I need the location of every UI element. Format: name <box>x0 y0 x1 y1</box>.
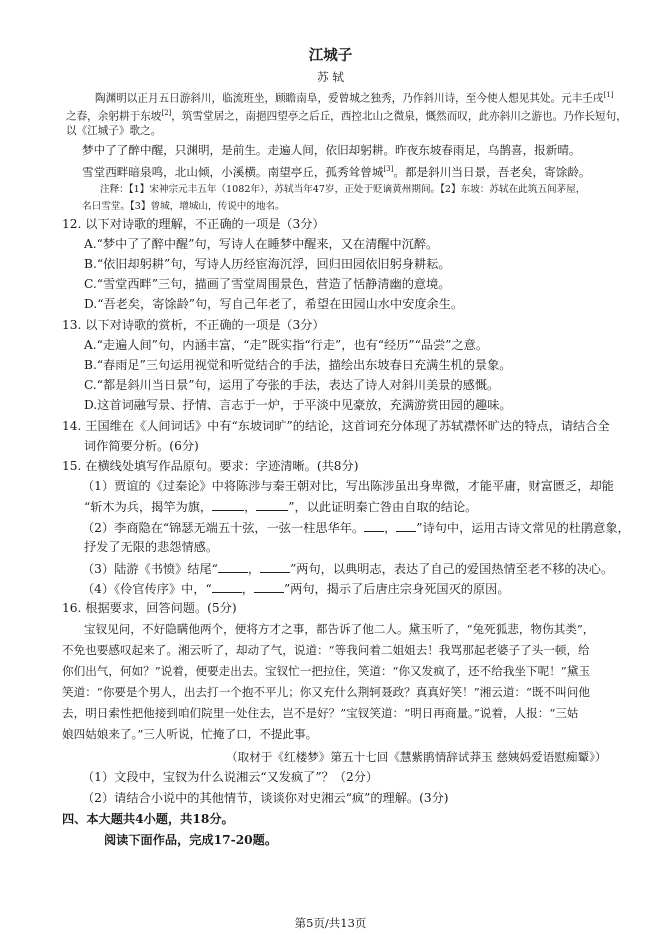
passage-line-1: 宝钗见问，不好隐瞒他两个，便将方才之事，都告诉了他二人。黛玉听了，“兔死狐悲，物伤其类”， <box>84 622 595 636</box>
preface-line-1: 陶渊明以正月五日游斜川，临流班坐，顾瞻南阜，爱曾城之独秀，乃作斜川诗，至今使人想见其处。元丰壬戌[1] <box>95 91 614 105</box>
blank <box>212 581 242 593</box>
question-14-cont: 词作简要分析。(6分) <box>84 439 199 453</box>
passage-line-6: 娘四姑娘来了。”三人听说，忙掩了口，不提此事。 <box>62 727 318 741</box>
preface-line-2: 之春，余躬耕于东坡[2]，筑雪堂居之，南挹四望亭之后丘，西控北山之微泉，慨然而叹，此亦斜川之游也。乃作长短句， <box>66 109 627 123</box>
q12-option-a: A.“梦中了了醉中醒”句，写诗人在睡梦中醒来，又在清醒中沉醉。 <box>84 237 439 251</box>
q15-item-2-cont: 抒发了无限的悲怨情感。 <box>84 540 219 554</box>
passage-line-2: 不免也要感叹起来了。湘云听了，却动了气，说道：“等我问着二姐姐去！我骂那起老婆子了头一顿，给 <box>62 643 590 657</box>
blank <box>218 561 248 573</box>
q12-option-c: C.“雪堂西畔”三句，描画了雪堂周围景色，营造了恬静清幽的意境。 <box>84 277 451 291</box>
section-4-instruction: 阅读下面作品，完成17-20题。 <box>104 833 278 847</box>
q15-item-1: （1）贾谊的《过秦论》中将陈涉与秦王朝对比，写出陈涉虽出身卑微，才能平庸，财富匮乏，却能 <box>82 479 614 493</box>
q16-sub-1: （1）文段中，宝钗为什么说湘云“又发疯了”？（2分） <box>82 770 379 784</box>
blank <box>212 499 244 511</box>
q12-option-d: D.“吾老矣，寄馀龄”句，写自己年老了，希望在田园山水中安度余生。 <box>84 297 464 311</box>
note-mark-1: [1] <box>603 91 614 99</box>
q13-option-c: C.“都是斜川当日景”句，运用了夸张的手法，表达了诗人对斜川美景的感慨。 <box>84 378 500 392</box>
passage-source: （取材于《红楼梦》第五十七回《慧紫鹃情辞试莽玉 慈姨妈爱语慰痴颦》） <box>226 750 607 764</box>
page-footer: 第5页/共13页 <box>294 916 367 930</box>
poem-line-2: 雪堂西畔暗泉鸣，北山倾，小溪横。南望亭丘，孤秀耸曾城[3]。都是斜川当日景，吾老矣，寄馀龄。 <box>82 164 591 179</box>
preface-line-3: 以《江城子》歌之。 <box>66 125 162 137</box>
question-13: 13. 以下对诗歌的赏析，不正确的一项是（3分） <box>62 318 325 332</box>
q15-item-2: （2）李商隐在“锦瑟无端五十弦，一弦一柱思华年。 ， ”诗句中，运用古诗文常见的杜鹃意象， <box>82 521 630 535</box>
question-14: 14. 王国维在《人间词话》中有“东坡词旷”的结论，这首词充分体现了苏轼襟怀旷达的特点，请结合全 <box>62 419 610 433</box>
q15-item-4: （4）《伶官传序》中，“ ， ”两句，揭示了后唐庄宗身死国灭的原因。 <box>82 582 510 596</box>
passage-line-5: 去，明日索性把他接到咱们院里一处住去，岂不是好？”宝钗笑道：“明日再商量。”说着，人报：“三姑 <box>62 706 579 720</box>
note-mark-3: [3] <box>383 165 394 173</box>
passage-line-3: 你们出气，何如？”说着，便要走出去。宝钗忙一把拉住，笑道：“你又发疯了，还不给我坐下呢！”黛玉 <box>62 664 590 678</box>
notes-line-1: 注释：【1】宋神宗元丰五年（1082年），苏轼当年47岁，正处于贬谪黄州期间。【2】东坡：苏轼在此筑五间茅屋， <box>100 184 586 195</box>
blank <box>260 561 290 573</box>
q15-item-3: （3）陆游《书愤》结尾“ ， ”两句，以典明志，表达了自己的爱国热情至老不移的决心。 <box>82 562 614 576</box>
q13-option-d: D.这首词融写景、抒情、言志于一炉，于平淡中见豪放，充满游赏田园的趣味。 <box>84 398 512 412</box>
q15-item-1-cont: “斩木为兵，揭竿为旗， ， ”，以此证明秦亡咎由自取的结论。 <box>84 500 478 514</box>
note-mark-2: [2] <box>161 109 172 117</box>
question-15: 15. 在横线处填写作品原句。要求：字迹清晰。(共8分) <box>62 459 359 473</box>
passage-line-4: 笑道：“你要是个男人，出去打一个抱不平儿；你又充什么荆轲聂政？真真好笑！”湘云道：“既不叫问他 <box>62 685 590 699</box>
q13-option-b: B.“春雨足”三句运用视觉和听觉结合的手法，描绘出东坡春日充满生机的景象。 <box>84 358 512 372</box>
blank <box>254 581 284 593</box>
notes-line-2: 名曰雪堂。【3】曾城，增城山，传说中的地名。 <box>82 201 285 212</box>
q16-sub-2: （2）请结合小说中的其他情节，谈谈你对史湘云“疯”的理解。(3分) <box>82 791 449 805</box>
poem-author: 苏 轼 <box>317 70 344 84</box>
q12-option-b: B.“依旧却躬耕”句，写诗人历经宦海沉浮，回归田园依旧躬身耕耘。 <box>84 257 451 271</box>
q13-option-a: A.“走遍人间”句，内涵丰富，“走”既实指“行走”，也有“经历”“品尝”之意。 <box>84 338 489 352</box>
question-16: 16. 根据要求，回答问题。(5分) <box>62 601 237 615</box>
question-12: 12. 以下对诗歌的理解，不正确的一项是（3分） <box>62 217 325 231</box>
poem-title: 江城子 <box>308 47 353 64</box>
poem-line-1: 梦中了了醉中醒，只渊明，是前生。走遍人间，依旧却躬耕。昨夜东坡春雨足，乌鹊喜，报新晴。 <box>82 143 581 157</box>
section-4-heading: 四、本大题共4小题，共18分。 <box>62 812 234 826</box>
blank <box>364 520 384 532</box>
blank <box>396 520 416 532</box>
blank <box>256 499 288 511</box>
